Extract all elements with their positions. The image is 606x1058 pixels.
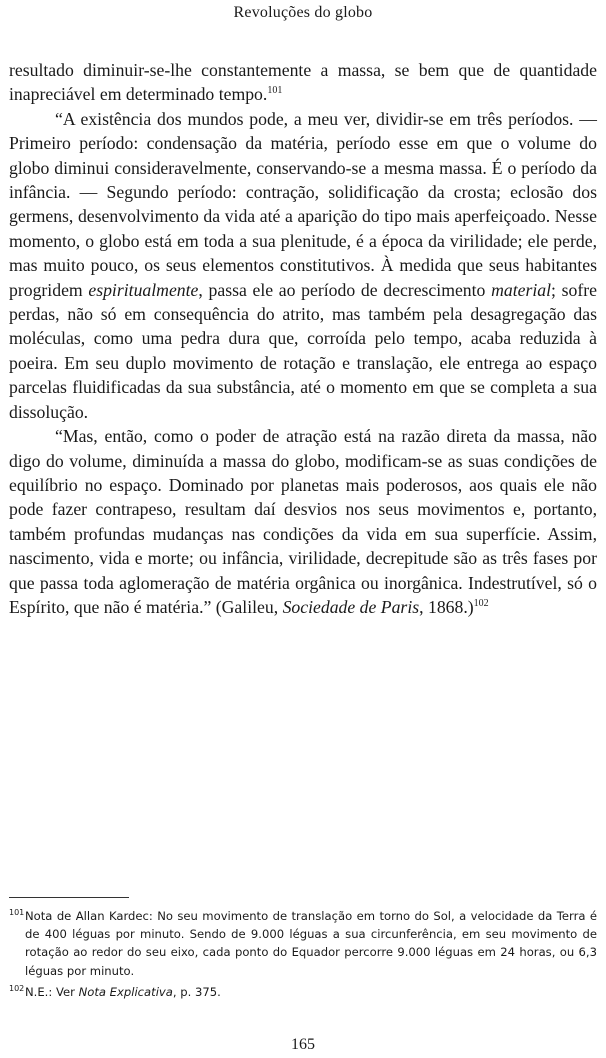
paragraph-text: , passa ele ao período de decrescimento	[198, 279, 492, 300]
footnote-italic-title: Nota Explicativa	[78, 984, 173, 999]
paragraph-text: , 1868.)	[419, 596, 474, 617]
footnote-divider	[9, 897, 129, 898]
paragraph-text: “Mas, então, como o poder de atração está na razão direta da massa, não digo do volume, diminuída a massa do globo, modificam-se as suas condições de equilíbrio no espaço. Dominado por planetas mais poderosos, aos quais ele não pode fazer contrapeso, resultam daí desvios nos seus movimentos e, portanto, também profundas mudanças nas condições da vida em sua superfície. Assim, nascimento, vida e morte; ou infância, virilidade, decrepitude são as três fases por que passa toda aglomeração de matéria orgânica ou inorgânica. Indestrutível, só o Espírito, que não é matéria.” (Galileu,	[9, 426, 597, 617]
paragraph-text: ; sofre perdas, não só em consequência do atrito, mas também pela desagregação das moléculas, como uma pedra dura que, corroída pelo tempo, acaba reduzida à poeira. Em seu duplo movimento de rotação e translação, ele entrega ao espaço parcelas fluidificadas da sua substância, até o momento em que se completa a sua dissolução.	[9, 279, 597, 422]
page-number: 165	[291, 1036, 315, 1053]
body-text	[9, 58, 597, 619]
italic-title-sociedade-de-paris: Sociedade de Paris	[282, 596, 420, 617]
note-ref-101[interactable]: 101	[267, 85, 283, 97]
footnote-text: N.E.: Ver	[25, 984, 79, 999]
footnote-mark: 102	[9, 983, 25, 993]
italic-term-espiritualmente: espiritualmente	[88, 279, 199, 300]
footnote-102	[9, 983, 597, 1001]
footnote-mark: 101	[9, 908, 25, 917]
footnote-text: Nota de Allan Kardec: No seu movimento de translação em torno do Sol, a velocidade da Terra é de 400 léguas por minuto. Sendo de 9.000 léguas a sua circunferência, em seu movimento de rotação ao redor do seu eixo, cada ponto do Equador percorre 9.000 léguas em 24 horas, ou 6,3 léguas por minuto.	[25, 909, 597, 978]
italic-term-material: material	[491, 279, 552, 300]
paragraph-3	[9, 424, 597, 619]
running-head: Revoluções do globo	[233, 4, 373, 21]
footnote-101	[9, 907, 597, 980]
paragraph-text: resultado diminuir-se-lhe constantemente a massa, se bem que de quantidade inapreciável em determinado tempo.	[9, 60, 597, 105]
paragraph-1	[9, 58, 597, 107]
note-ref-102[interactable]: 102	[473, 597, 489, 609]
paragraph-text: “A existência dos mundos pode, a meu ver, dividir-se em três períodos. — Primeiro período: condensação da matéria, período esse em que o volume do globo diminui consideravelmente, conservando-se a mesma massa. É o período da infância. — Segundo período: contração, solidificação da crosta; eclosão dos germens, desenvolvimento da vida até a aparição do tipo mais aperfeiçoado. Nesse momento, o globo está em toda a sua plenitude, é a época da virilidade; ele perde, mas muito pouco, os seus elementos constitutivos. À medida que seus habitantes progridem	[9, 108, 597, 300]
paragraph-2	[9, 107, 597, 424]
footnotes	[9, 907, 597, 1004]
footnote-text: , p. 375.	[172, 984, 221, 999]
